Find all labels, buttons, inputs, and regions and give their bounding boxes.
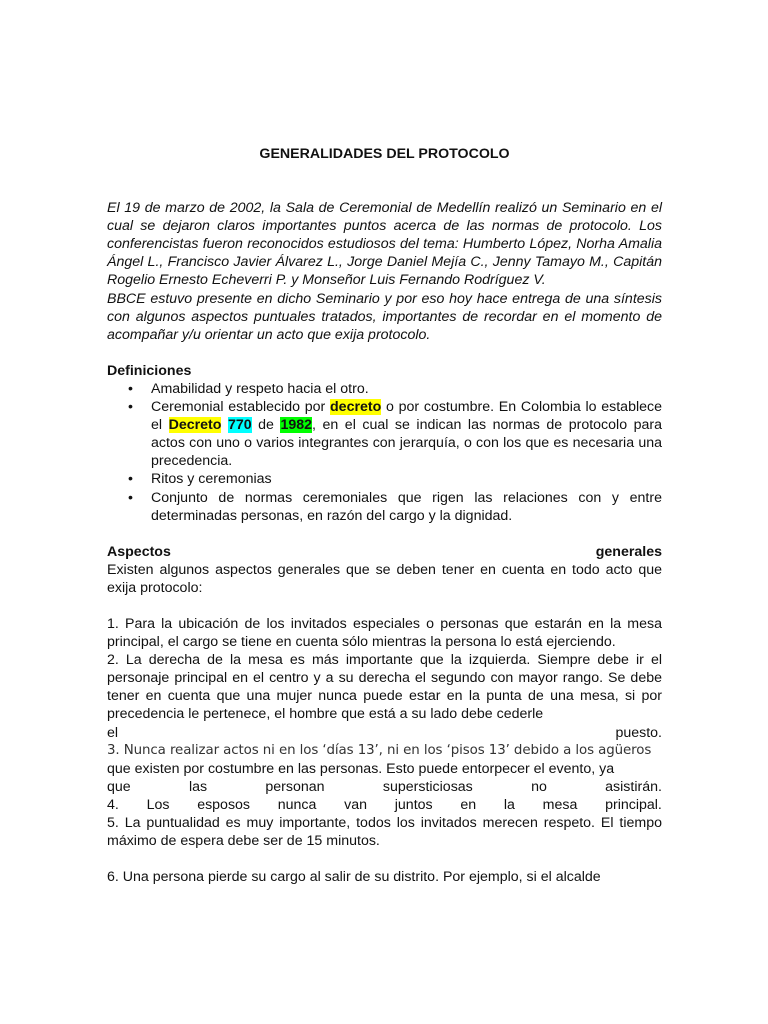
aspect-item-3: 3. Nunca realizar actos ni en los ‘días 13’, ni en los ‘pisos 13’ debido a los agüeros bbox=[107, 742, 652, 758]
spacer bbox=[107, 850, 662, 868]
intro-paragraph-2: BBCE estuvo presente en dicho Seminario y por eso hoy hace entrega de una síntesis con algunos aspectos puntuales tratados, importantes de recordar en el momento de acompañar y/u orientar un acto que exija protocolo. bbox=[107, 290, 662, 343]
aspectos-heading bbox=[107, 543, 662, 561]
word: mesa bbox=[542, 796, 578, 813]
definiciones-heading: Definiciones bbox=[107, 362, 192, 379]
word: en bbox=[460, 796, 477, 813]
text-span: o por costumbre. En Colombia lo establece el bbox=[151, 399, 662, 434]
text-span: de bbox=[251, 417, 281, 434]
highlight-decreto-word: Decreto bbox=[168, 417, 222, 434]
word: las bbox=[188, 778, 208, 795]
list-item: • Amabilidad y respeto hacia el otro. bbox=[151, 380, 662, 398]
text-span: , en el cual se indican las normas de protocolo para actos con uno o varios integrantes con jerarquía, o con los que es necesaria una precedencia. bbox=[151, 417, 663, 470]
document-page bbox=[107, 145, 662, 886]
word: nunca bbox=[277, 796, 317, 813]
word: la bbox=[503, 796, 515, 813]
word: el bbox=[107, 724, 119, 741]
word: que bbox=[107, 778, 131, 795]
word: van bbox=[344, 796, 368, 813]
intro-paragraph-1: El 19 de marzo de 2002, la Sala de Ceremonial de Medellín realizó un Seminario en el cual se dejaron claros importantes puntos acerca de las normas de protocolo. Los conferencistas fueron reconocidos estudiosos del tema: Humberto López, Norha Amalia Ángel L., Francisco Javier Álvarez L., Jorge Daniel Mejía C., Jenny Tamayo M., Capitán Rogelio Ernesto Echeverri P. y Monseñor Luis Fernando Rodríguez V. bbox=[107, 200, 662, 289]
aspect-item-3-continued: que existen por costumbre en las personas. Esto puede entorpecer el evento, ya bbox=[107, 760, 615, 777]
word: personan bbox=[265, 778, 325, 795]
word: juntos bbox=[394, 796, 433, 813]
definiciones-list bbox=[107, 380, 662, 525]
word: no bbox=[531, 778, 547, 795]
word: principal. bbox=[605, 796, 662, 813]
text-span: Ceremonial establecido por bbox=[151, 399, 331, 416]
text-span bbox=[221, 417, 228, 433]
spacer bbox=[107, 597, 662, 615]
list-item: • Conjunto de normas ceremoniales que rigen las relaciones con y entre determinadas personas, en razón del cargo y la dignidad. bbox=[151, 489, 662, 525]
aspectos-intro: Existen algunos aspectos generales que se deben tener en cuenta en todo acto que exija protocolo: bbox=[107, 561, 662, 596]
aspect-item-5: 5. La puntualidad es muy importante, todos los invitados merecen respeto. El tiempo máximo de espera debe ser de 15 minutos. bbox=[107, 815, 662, 850]
document-title: GENERALIDADES DEL PROTOCOLO bbox=[259, 146, 510, 162]
list-item bbox=[151, 398, 662, 470]
aspect-item-1: 1. Para la ubicación de los invitados especiales o personas que estarán en la mesa principal, el cargo se tiene en cuenta sólo mientras la persona lo está ejerciendo. bbox=[107, 615, 662, 651]
aspect-item-3-end bbox=[107, 778, 662, 796]
highlight-770: 770 bbox=[227, 417, 252, 434]
aspectos-heading-left: Aspectos bbox=[107, 543, 171, 560]
highlight-1982: 1982 bbox=[280, 417, 313, 434]
aspectos-heading-right: generales bbox=[595, 543, 662, 560]
aspect-item-2-end bbox=[107, 724, 662, 742]
word: supersticiosas bbox=[382, 778, 473, 795]
highlight-decreto: decreto bbox=[330, 399, 382, 416]
aspect-item-4 bbox=[107, 796, 662, 814]
aspect-item-2: 2. La derecha de la mesa es más importante que la izquierda. Siempre debe ir el personaje principal en el centro y a su derecha el segundo con mayor rango. Se debe tener en cuenta que una mujer nunca puede estar en la punta de una mesa, si por precedencia le pertenece, el hombre que está a su lado debe cederle bbox=[107, 652, 662, 723]
list-item: • Ritos y ceremonias bbox=[151, 470, 662, 488]
word: 4. bbox=[107, 796, 119, 813]
word: asistirán. bbox=[605, 778, 662, 795]
word: Los bbox=[146, 796, 170, 813]
word: esposos bbox=[197, 796, 251, 813]
intro-section bbox=[107, 199, 662, 344]
aspect-item-6: 6. Una persona pierde su cargo al salir de su distrito. Por ejemplo, si el alcalde bbox=[107, 869, 601, 886]
word: puesto. bbox=[615, 724, 662, 741]
